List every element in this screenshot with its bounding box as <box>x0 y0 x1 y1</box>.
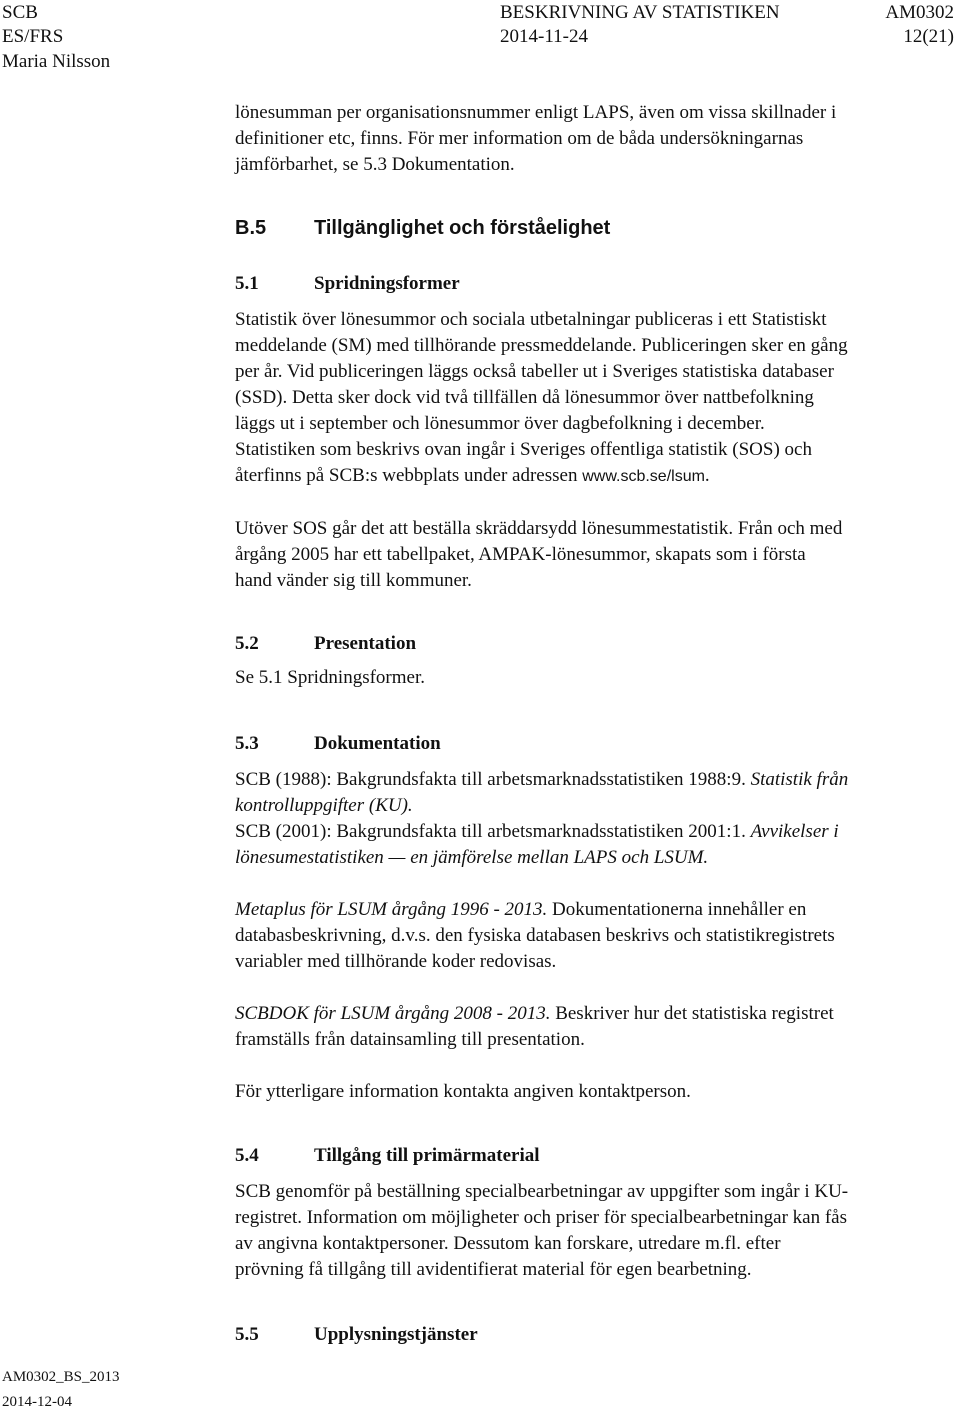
text-line: För ytterligare information kontakta angiven kontaktperson. <box>235 1081 691 1102</box>
text-segment: återfinns på SCB:s webbplats under adressen <box>235 465 583 486</box>
section-title: Dokumentation <box>314 733 441 754</box>
text-line <box>235 1001 955 1027</box>
header-date: 2014-11-24 <box>500 26 588 47</box>
text-line: Utöver SOS går det att beställa skräddarsydd lönesummestatistik. Från och med <box>235 518 843 539</box>
section-title: Presentation <box>314 633 417 654</box>
section-number: 5.5 <box>235 1324 259 1345</box>
text-line: läggs ut i september och lönesummor över dagbefolkning i december. <box>235 413 765 434</box>
section-number: 5.3 <box>235 733 259 754</box>
text-line: framställs från datainsamling till presentation. <box>235 1029 585 1050</box>
reference-title: lönesumestatistiken — en jämförelse mellan LAPS och LSUM. <box>235 847 709 868</box>
section-5-3 <box>235 731 955 1105</box>
section-5-1-heading <box>235 271 955 297</box>
scb-lsum-link[interactable]: www.scb.se/lsum <box>582 468 705 485</box>
section-5-3-heading <box>235 731 955 757</box>
section-number: 5.2 <box>235 633 259 654</box>
header-author: Maria Nilsson <box>2 51 111 72</box>
text-segment: . <box>704 465 710 486</box>
section-5-5 <box>235 1322 955 1348</box>
text-line: årgång 2005 har ett tabellpaket, AMPAK-lönesummor, skapats som i första <box>235 544 806 565</box>
text-segment: SCB (2001): Bakgrundsfakta till arbetsmarknadsstatistiken 2001:1. <box>235 821 751 842</box>
section-b5-heading <box>235 215 955 241</box>
section-5-5-heading <box>235 1322 955 1348</box>
text-line: databasbeskrivning, d.v.s. den fysiska databasen beskrivs och statistikregistrets <box>235 925 835 946</box>
text-line: av angivna kontaktpersoner. Dessutom kan forskare, utredare m.fl. efter <box>235 1233 781 1254</box>
section-5-2-heading <box>235 631 955 657</box>
reference-line <box>235 767 955 793</box>
reference-line <box>235 845 955 871</box>
text-segment: Beskriver hur det statistiska registret <box>550 1003 834 1024</box>
reference-line <box>235 793 955 819</box>
section-5-2 <box>235 631 955 691</box>
text-line: prövning få tillgång till avidentifierat material för egen bearbetning. <box>235 1259 752 1280</box>
text-line: (SSD). Detta sker dock vid två tillfällen då lönesummor över nattbefolkning <box>235 387 814 408</box>
text-segment: SCB (1988): Bakgrundsfakta till arbetsmarknadsstatistiken 1988:9. <box>235 769 751 790</box>
text-line: definitioner etc, finns. För mer information om de båda undersökningarnas <box>235 128 804 149</box>
text-line: SCB genomför på beställning specialbearbetningar av uppgifter som ingår i KU- <box>235 1181 849 1202</box>
reference-title: kontrolluppgifter (KU). <box>235 795 413 816</box>
footer-doc-code: AM0302_BS_2013 <box>2 1369 120 1385</box>
section-number: 5.4 <box>235 1145 259 1166</box>
text-line: jämförbarhet, se 5.3 Dokumentation. <box>235 154 515 175</box>
text-line: hand vänder sig till kommuner. <box>235 570 472 591</box>
header-unit: ES/FRS <box>2 26 64 47</box>
text-line: lönesumman per organisationsnummer enligt LAPS, även om vissa skillnader i <box>235 102 837 123</box>
section-title: Tillgång till primärmaterial <box>314 1145 540 1166</box>
reference-title: SCBDOK för LSUM årgång 2008 - 2013. <box>235 1003 551 1024</box>
header-doc-title: BESKRIVNING AV STATISTIKEN <box>500 2 780 23</box>
text-line: registret. Information om möjligheter och priser för specialbearbetningar kan fås <box>235 1207 847 1228</box>
text-line: per år. Vid publiceringen läggs också tabeller ut i Sveriges statistiska databaser <box>235 361 834 382</box>
section-5-4 <box>235 1143 955 1283</box>
text-line <box>235 463 955 490</box>
section-title: Tillgänglighet och förståelighet <box>314 217 611 239</box>
text-line: variabler med tillhörande koder redovisas. <box>235 951 557 972</box>
section-number: B.5 <box>235 217 267 239</box>
text-line: Statistik över lönesummor och sociala utbetalningar publiceras i ett Statistiskt <box>235 309 827 330</box>
section-number: 5.1 <box>235 273 259 294</box>
reference-title: Metaplus för LSUM årgång 1996 - 2013. <box>235 899 548 920</box>
section-5-1 <box>235 271 955 594</box>
intro-paragraph <box>235 100 955 178</box>
section-5-4-heading <box>235 1143 955 1169</box>
text-segment: Dokumentationerna innehåller en <box>547 899 807 920</box>
text-line <box>235 897 955 923</box>
section-title: Upplysningstjänster <box>314 1324 478 1345</box>
reference-title: Statistik från <box>750 769 849 790</box>
header-page-number: 12(21) <box>903 26 954 47</box>
header-org: SCB <box>2 2 38 23</box>
section-title: Spridningsformer <box>314 273 460 294</box>
reference-line <box>235 819 955 845</box>
text-line: meddelande (SM) med tillhörande pressmeddelande. Publiceringen sker en gång <box>235 335 848 356</box>
text-line: Statistiken som beskrivs ovan ingår i Sveriges offentliga statistik (SOS) och <box>235 439 812 460</box>
text-line: Se 5.1 Spridningsformer. <box>235 667 425 688</box>
header-doc-id: AM0302 <box>885 2 954 23</box>
reference-title: Avvikelser i <box>750 821 839 842</box>
footer-date: 2014-12-04 <box>2 1394 72 1410</box>
